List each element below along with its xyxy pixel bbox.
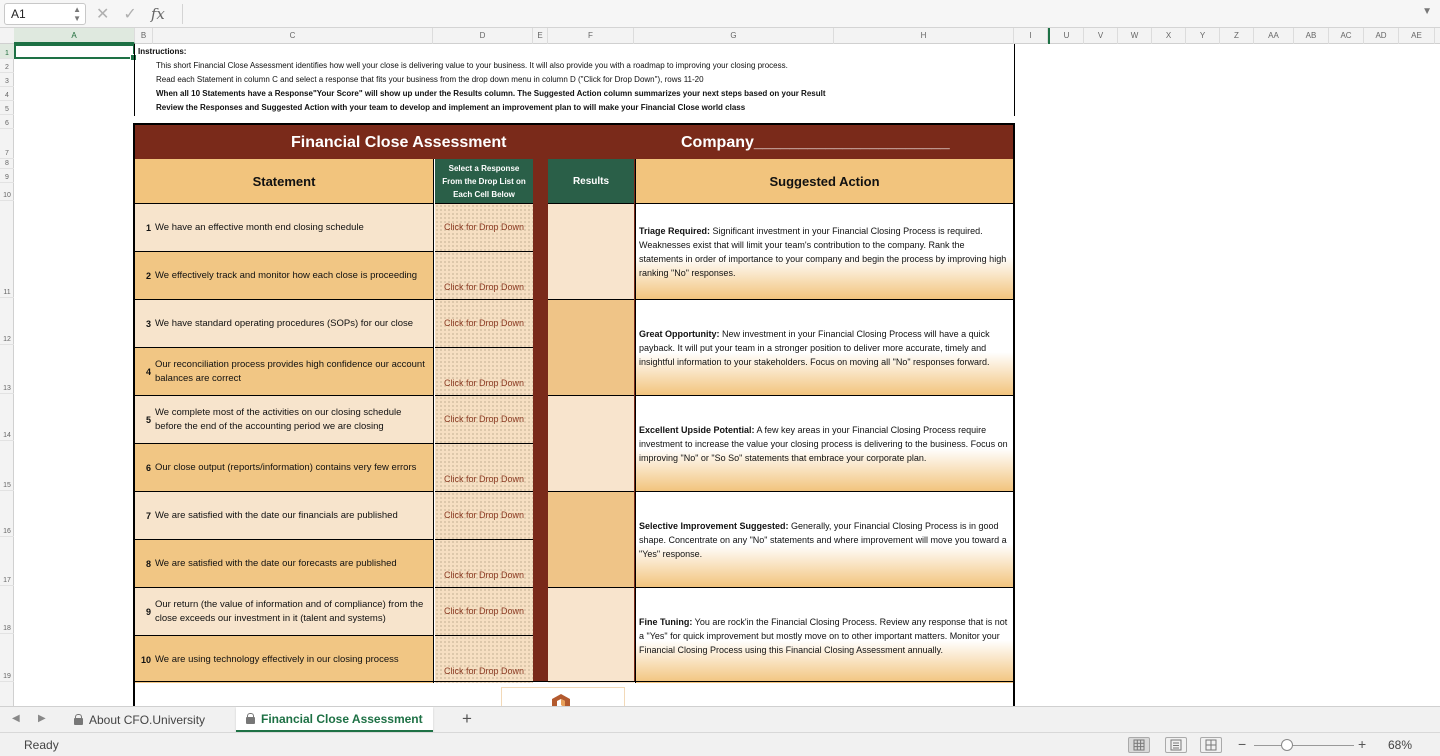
instructions-line: When all 10 Statements have a Response"Your Score" will show up under the Results column. The Suggested Action column summarizes your next steps based on your Result: [156, 89, 826, 98]
action-title: Selective Improvement Suggested:: [639, 520, 789, 531]
name-box-value: A1: [11, 7, 26, 21]
zoom-slider-track[interactable]: [1254, 745, 1354, 746]
row-headers: [0, 44, 14, 706]
form-bottom-border: [135, 681, 1013, 682]
column-header[interactable]: B: [135, 28, 153, 44]
row-header[interactable]: 6: [0, 115, 14, 129]
statement-text: We have standard operating procedures (SOPs) for our close: [155, 317, 414, 329]
page-layout-view-button[interactable]: [1165, 737, 1187, 753]
selected-cell-a1[interactable]: [14, 44, 135, 59]
statement-row: [135, 539, 434, 587]
statement-text: We have an effective month end closing schedule: [155, 221, 364, 233]
sheet-tab-about[interactable]: [64, 707, 215, 732]
freeze-pane-divider[interactable]: [1048, 28, 1050, 44]
dropdown-label: Click for Drop Down: [443, 318, 525, 328]
action-text: You are rock'in the Financial Closing Process. Review any response that is not a "Yes" for quick improvement but mostly move on to other important matters. Monitor your Financial Closing Process using this Financial Closing Assessment annually.: [639, 616, 1008, 655]
dropdown-label: Click for Drop Down: [443, 414, 525, 424]
lock-icon: [74, 714, 83, 725]
row-header[interactable]: 12: [0, 298, 14, 345]
page-layout-icon: [1166, 738, 1186, 752]
name-box[interactable]: [4, 3, 86, 25]
formula-divider: [182, 4, 183, 24]
statement-number: 5: [145, 414, 151, 425]
row-header[interactable]: 18: [0, 586, 14, 634]
column-header[interactable]: AE: [1399, 28, 1435, 44]
column-header[interactable]: Y: [1186, 28, 1220, 44]
statement-row: [135, 347, 434, 395]
response-dropdown[interactable]: [435, 347, 533, 395]
row-header[interactable]: 9: [0, 169, 14, 183]
status-bar: [0, 732, 1440, 756]
row-header[interactable]: 2: [0, 59, 14, 73]
dropdown-label: Click for Drop Down: [443, 606, 525, 616]
column-header[interactable]: I: [1014, 28, 1048, 44]
next-sheet-icon[interactable]: ▶: [38, 713, 46, 724]
column-header[interactable]: G: [634, 28, 834, 44]
statement-text: We complete most of the activities on our closing schedule before the end of the accounting period we are closing: [155, 406, 402, 432]
instructions-line: Read each Statement in column C and select a response that fits your business from the drop down menu in column D ("Click for Drop Down"), rows 11-20: [156, 75, 704, 84]
statement-number: 3: [145, 318, 151, 329]
statement-row: [135, 251, 434, 299]
statement-text: Our return (the value of information and of compliance) from the close exceeds our investment in it (talent and systems): [155, 598, 424, 624]
instructions-heading: Instructions:: [138, 47, 187, 56]
instructions-block: [134, 44, 1015, 116]
row-header[interactable]: 17: [0, 538, 14, 586]
statement-text: Our close output (reports/information) contains very few errors: [155, 461, 417, 473]
response-dropdown[interactable]: [435, 635, 533, 683]
statement-number: 2: [145, 270, 151, 281]
statement-number: 1: [145, 222, 151, 233]
dropdown-label: Click for Drop Down: [443, 510, 525, 520]
column-header[interactable]: AD: [1364, 28, 1399, 44]
action-text: Generally, your Financial Closing Process is in good shape. Concentrate on any "No" statements and where improvement will move you toward a "Yes" response.: [639, 520, 1007, 559]
select-response-header: Select a Response From the Drop List on Each Cell Below: [435, 159, 533, 203]
form-title: Financial Close Assessment: [291, 134, 507, 151]
statement-text: We are satisfied with the date our financials are published: [155, 509, 398, 521]
prev-sheet-icon[interactable]: ◀: [12, 713, 20, 724]
row-header[interactable]: 4: [0, 87, 14, 101]
column-header[interactable]: AC: [1329, 28, 1364, 44]
statement-row: [135, 395, 434, 443]
form-banner: [135, 125, 1013, 159]
statement-text: We effectively track and monitor how each close is proceeding: [155, 269, 418, 281]
assessment-form: [133, 123, 1015, 706]
statement-text: We are satisfied with the date our forecasts are published: [155, 557, 397, 569]
instructions-line: This short Financial Close Assessment identifies how well your close is delivering value to your business. It will also provide you with a roadmap to improving your closing process.: [156, 61, 788, 70]
column-header[interactable]: A: [14, 28, 135, 44]
statement-header: Statement: [135, 159, 434, 203]
result-cell: [548, 299, 634, 395]
suggested-action-cell: [635, 587, 1013, 683]
result-cell: [548, 491, 634, 587]
column-header[interactable]: C: [153, 28, 433, 44]
column-header[interactable]: AB: [1294, 28, 1329, 44]
confirm-icon[interactable]: ✓: [123, 6, 137, 23]
dropdown-label: Click for Drop Down: [443, 474, 525, 484]
column-header[interactable]: H: [834, 28, 1014, 44]
suggested-action-cell: [635, 203, 1013, 299]
column-header[interactable]: U: [1050, 28, 1084, 44]
row-header[interactable]: 14: [0, 394, 14, 441]
lock-icon: [246, 713, 255, 724]
row-header[interactable]: 16: [0, 491, 14, 537]
statement-text: Our reconciliation process provides high confidence our account balances are correct: [155, 358, 425, 384]
dropdown-label: Click for Drop Down: [443, 570, 525, 580]
action-text: New investment in your Financial Closing Process will have a quick payback. It will put your team in a stronger position to deliver more accurate, timely and insightful information to your stakeholders. Focus on moving all "No" responses forward.: [639, 328, 990, 367]
suggested-action-header: Suggested Action: [635, 159, 1013, 203]
page-break-view-button[interactable]: [1200, 737, 1222, 753]
result-cell: [548, 587, 634, 683]
statement-number: 6: [145, 462, 151, 473]
row-header[interactable]: 19: [0, 634, 14, 682]
action-title: Great Opportunity:: [639, 328, 720, 339]
dropdown-label: Click for Drop Down: [443, 378, 525, 388]
statement-number: 4: [145, 366, 151, 377]
row-header[interactable]: 11: [0, 201, 14, 298]
result-cell: [548, 203, 634, 299]
dropdown-label: Click for Drop Down: [443, 222, 525, 232]
dropdown-label: Click for Drop Down: [443, 666, 525, 676]
response-dropdown[interactable]: [435, 299, 533, 347]
row-header[interactable]: 10: [0, 183, 14, 201]
column-header[interactable]: F: [548, 28, 634, 44]
column-headers: [0, 28, 1440, 44]
cancel-icon[interactable]: ✕: [96, 6, 110, 23]
status-text: Ready: [24, 738, 59, 752]
row-header[interactable]: 7: [0, 129, 14, 159]
row-header[interactable]: 3: [0, 73, 14, 87]
results-header: Results: [548, 159, 634, 203]
response-dropdown[interactable]: [435, 251, 533, 299]
instructions-line: Review the Responses and Suggested Action with your team to develop and implement an improvement plan to will make your Financial Close world class: [156, 103, 746, 112]
company-field[interactable]: Company______________________: [681, 134, 950, 151]
zoom-slider-handle[interactable]: [1281, 739, 1293, 751]
page-break-icon: [1201, 738, 1221, 752]
action-title: Excellent Upside Potential:: [639, 424, 755, 435]
response-dropdown[interactable]: [435, 491, 533, 539]
zoom-out-icon[interactable]: −: [1238, 736, 1247, 752]
statement-number: 9: [145, 606, 151, 617]
row-header[interactable]: 1: [0, 44, 14, 59]
statement-number: 10: [140, 654, 151, 665]
statement-number: 8: [145, 558, 151, 569]
row-header[interactable]: 13: [0, 345, 14, 394]
suggested-action-cell: [635, 395, 1013, 491]
formula-input[interactable]: [190, 6, 1410, 22]
suggested-action-cell: [635, 491, 1013, 587]
statement-row: [135, 443, 434, 491]
sheet-tab-assessment[interactable]: [236, 707, 433, 732]
action-title: Fine Tuning:: [639, 616, 693, 627]
add-sheet-icon[interactable]: +: [462, 709, 472, 728]
action-title: Triage Required:: [639, 225, 711, 236]
name-box-spinner-icon[interactable]: ▲ ▼: [73, 5, 81, 23]
row-header[interactable]: 5: [0, 101, 14, 115]
statement-row: [135, 635, 434, 683]
response-dropdown[interactable]: [435, 395, 533, 443]
zoom-level[interactable]: 68%: [1388, 738, 1413, 752]
response-dropdown[interactable]: [435, 443, 533, 491]
column-header[interactable]: AA: [1254, 28, 1294, 44]
column-spacer: [533, 159, 548, 681]
statement-row: [135, 299, 434, 347]
row-header[interactable]: 8: [0, 159, 14, 169]
column-header[interactable]: V: [1084, 28, 1118, 44]
sheet-tab-label: Financial Close Assessment: [261, 711, 423, 726]
sheet-tab-label: About CFO.University: [89, 712, 206, 727]
column-header[interactable]: X: [1152, 28, 1186, 44]
insert-function-icon[interactable]: fx: [150, 5, 165, 23]
row-header[interactable]: 15: [0, 442, 14, 491]
zoom-in-icon[interactable]: +: [1358, 736, 1367, 752]
response-dropdown[interactable]: [435, 539, 533, 587]
formula-bar: [0, 0, 1440, 28]
action-text: A few key areas in your Financial Closing Process require investment to increase the value your closing process is delivering to the business. Focus on improving "No" or "So So" statements that embrace your corporate plan.: [639, 424, 1008, 463]
dropdown-label: Click for Drop Down: [443, 282, 525, 292]
grid-icon: [1129, 738, 1149, 752]
expand-formula-chevron-down-icon[interactable]: ▼: [1422, 6, 1432, 17]
column-header[interactable]: Z: [1220, 28, 1254, 44]
response-dropdown[interactable]: [435, 203, 533, 251]
statement-row: [135, 587, 434, 635]
response-dropdown[interactable]: [435, 587, 533, 635]
suggested-action-cell: [635, 299, 1013, 395]
column-header[interactable]: D: [433, 28, 533, 44]
normal-view-button[interactable]: [1128, 737, 1150, 753]
statement-text: We are using technology effectively in our closing process: [155, 653, 399, 665]
result-cell: [548, 395, 634, 491]
action-text: Significant investment in your Financial Closing Process is required. Weaknesses exist that will limit your team's contribution to the company. Rank the statements in order of importance to your company and begin the process by improving high ranking "No" responses.: [639, 225, 1007, 278]
statement-number: 7: [145, 510, 151, 521]
column-header[interactable]: E: [533, 28, 548, 44]
statement-row: [135, 491, 434, 539]
column-header[interactable]: W: [1118, 28, 1152, 44]
statement-row: [135, 203, 434, 251]
sheet-tab-bar: [0, 706, 1440, 732]
